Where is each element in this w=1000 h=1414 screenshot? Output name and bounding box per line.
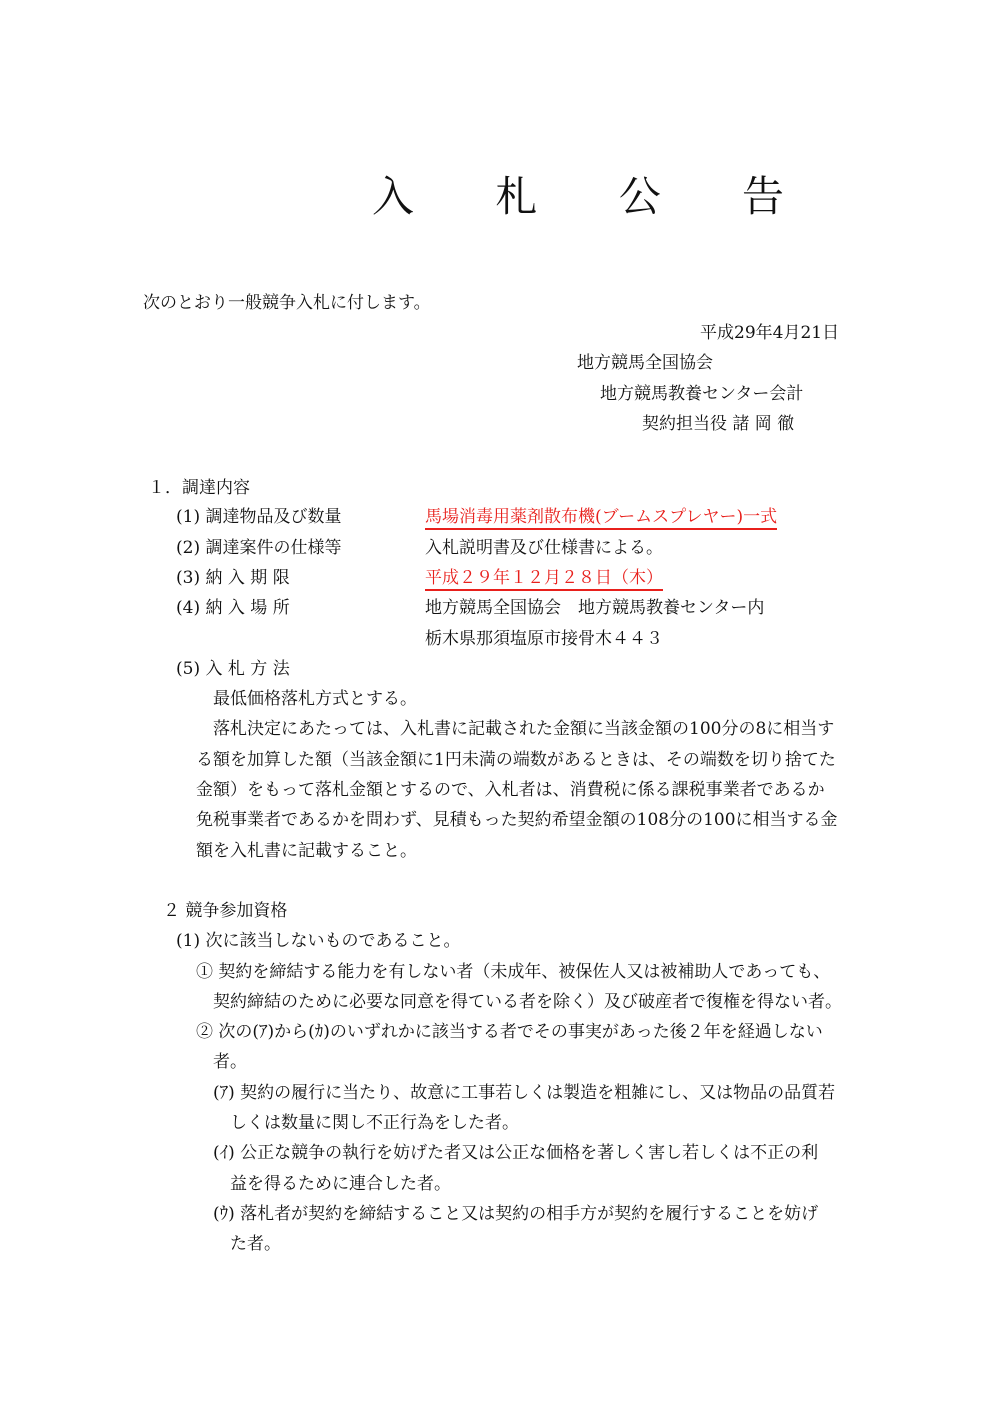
intro-text: 次のとおり一般競争入札に付します。 — [143, 293, 431, 313]
item-label: (4) 納 入 場 所 — [176, 598, 290, 618]
item-value-highlight: 平成２９年１２月２８日（木） — [425, 568, 663, 591]
notice-date: 平成29年4月21日 — [700, 323, 840, 343]
issuer-center: 地方競馬教養センター会計 — [600, 384, 804, 404]
method-line: 最低価格落札方式とする。 — [213, 689, 417, 709]
item-label: (3) 納 入 期 限 — [176, 568, 290, 588]
method-label: (5) 入 札 方 法 — [176, 659, 290, 679]
qualification-line: (ｲ) 公正な競争の執行を妨げた者又は公正な価格を著しく害し若しくは不正の利 — [213, 1143, 819, 1163]
item-label: (1) 調達物品及び数量 — [176, 507, 342, 527]
method-line: 金額）をもって落札金額とするので、入札者は、消費税に係る課税事業者であるか — [196, 780, 825, 800]
section2-heading: ２ 競争参加資格 — [163, 901, 288, 921]
qualification-line: 者。 — [213, 1052, 247, 1072]
qualification-line: 益を得るために連合した者。 — [230, 1174, 451, 1194]
item-label: (2) 調達案件の仕様等 — [176, 538, 342, 558]
qualification-line: ① 契約を締結する能力を有しない者（未成年、被保佐人又は被補助人であっても、 — [196, 962, 831, 982]
qualification-line: ② 次の(ｱ)から(ｶ)のいずれかに該当する者でその事実があった後２年を経過しない — [196, 1022, 823, 1042]
issuer-officer: 契約担当役 諸 岡 徹 — [642, 414, 795, 434]
item-value: 地方競馬全国協会 地方競馬教養センター内 — [425, 598, 765, 618]
qualification-line: 契約締結のために必要な同意を得ている者を除く）及び破産者で復権を得ない者。 — [213, 992, 842, 1012]
section1-heading: １．調達内容 — [148, 478, 250, 498]
method-line: 免税事業者であるかを問わず、見積もった契約希望金額の108分の100に相当する金 — [196, 810, 838, 830]
issuer-org: 地方競馬全国協会 — [577, 353, 713, 373]
item-value-highlight: 馬場消毒用薬剤散布機(ブームスプレヤー)一式 — [425, 507, 777, 530]
method-line: る額を加算した額（当該金額に1円未満の端数があるときは、その端数を切り捨てた — [196, 750, 836, 770]
item-value: 入札説明書及び仕様書による。 — [425, 538, 663, 558]
item-value-line2: 栃木県那須塩原市接骨木４４３ — [425, 629, 663, 649]
qualification-line: しくは数量に関し不正行為をした者。 — [230, 1113, 519, 1133]
page-title: 入 札 公 告 — [372, 172, 819, 221]
method-line: 落札決定にあたっては、入札書に記載された金額に当該金額の100分の8に相当す — [213, 719, 835, 739]
qualification-line: (ｳ) 落札者が契約を締結すること又は契約の相手方が契約を履行することを妨げ — [213, 1204, 819, 1224]
method-line: 額を入札書に記載すること。 — [196, 841, 417, 861]
qualification-line: た者。 — [230, 1234, 281, 1254]
section2-sub1: (1) 次に該当しないものであること。 — [176, 931, 461, 951]
qualification-line: (ｱ) 契約の履行に当たり、故意に工事若しくは製造を粗雑にし、又は物品の品質若 — [213, 1083, 836, 1103]
